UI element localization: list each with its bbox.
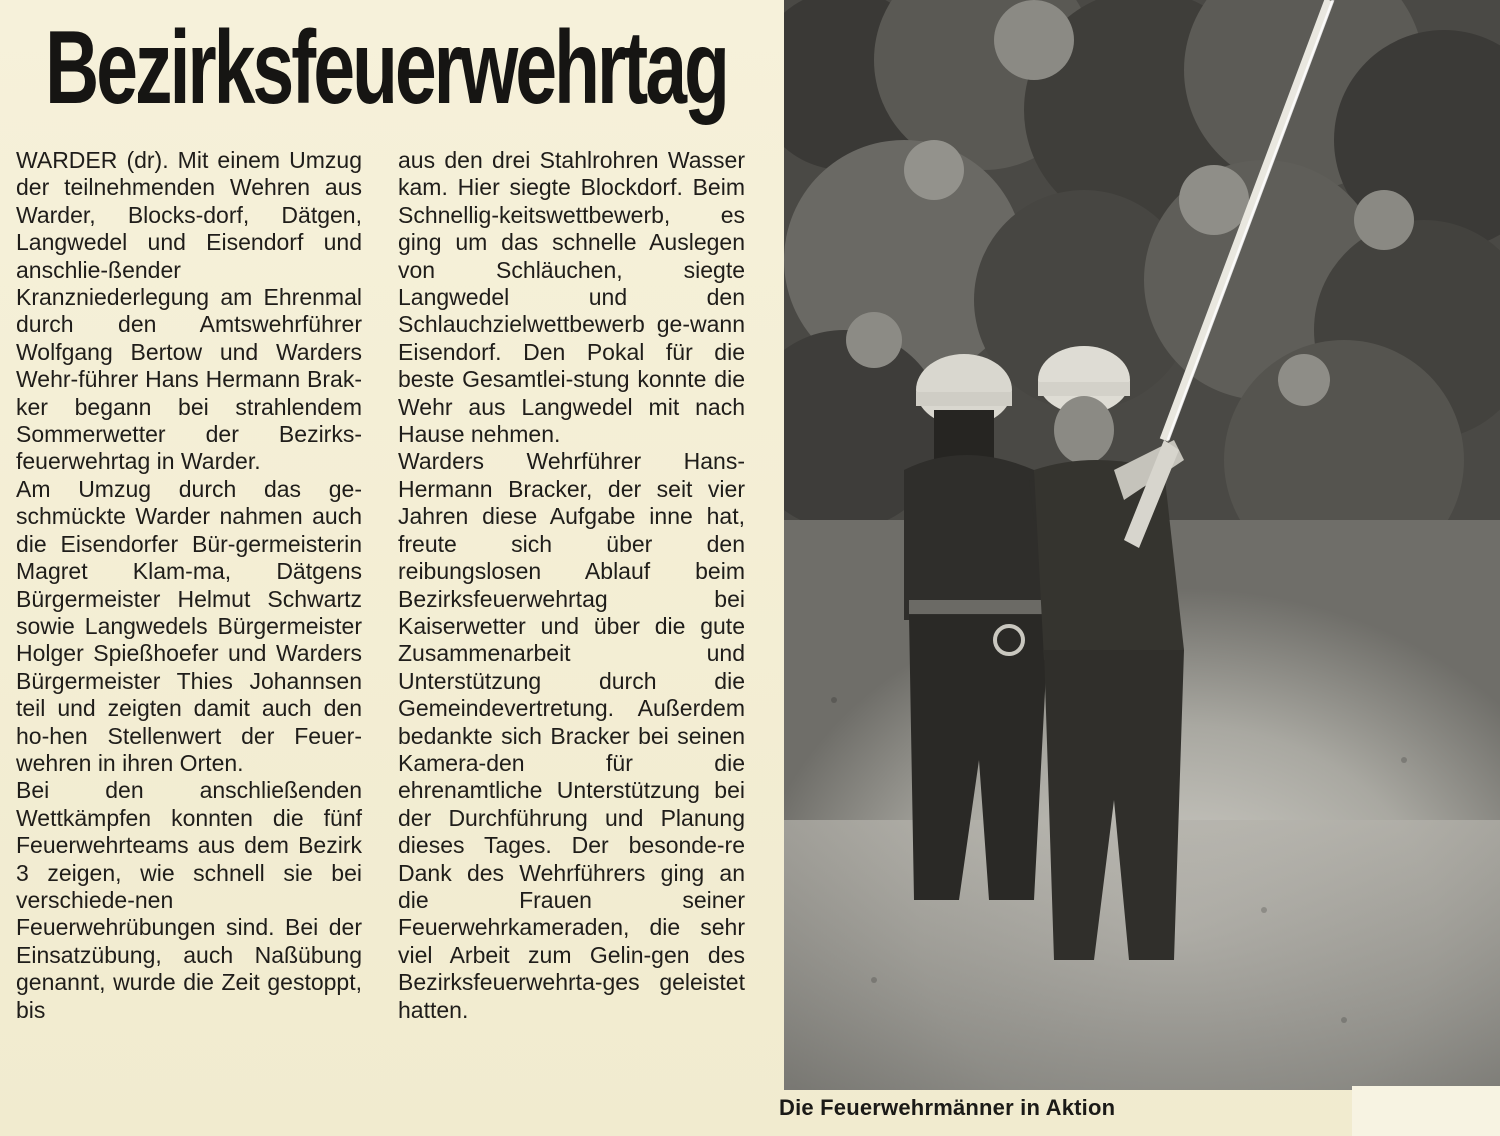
article-paragraph: aus den drei Stahlrohren Wasser kam. Hier siegte Blockdorf. Beim Schnellig-keitswettbewerb, es ging um das schnelle Auslegen von Schläuchen, siegte Langwedel und den Schlauchzielwettbewerb ge-wann Eisendorf. Den Pokal für die beste Gesamtlei-stung konnte die Wehr aus Langwedel mit nach Hause nehmen.	[398, 147, 745, 448]
firefighters-illustration	[784, 0, 1500, 1090]
article-paragraph: Warders Wehrführer Hans-Hermann Bracker, der seit vier Jahren diese Aufgabe inne hat, freute sich über den reibungslosen Ablauf beim Bezirksfeuerwehrtag bei Kaiserwetter und über die gute Zusammenarbeit und Unterstützung durch die Gemeindevertretung. Außerdem bedankte sich Bracker bei seinen Kamera-den für die ehrenamtliche Unterstützung bei der Durchführung und Planung dieses Tages. Der besonde-re Dank des Wehrführers ging an die Frauen seiner Feuerwehrkameraden, die sehr viel Arbeit zum Gelin-gen des Bezirksfeuerwehrta-ges geleistet hatten.	[398, 448, 745, 1023]
article-paragraph: Bei den anschließenden Wettkämpfen konnten die fünf Feuerwehrteams aus dem Bezirk 3 zeigen, wie schnell sie bei verschiede-nen Feuerwehrübungen sind. Bei der Einsatzübung, auch Naßübung genannt, wurde die Zeit gestoppt, bis	[16, 777, 362, 1023]
paper-edge	[1352, 1086, 1500, 1136]
firefighters-photo	[784, 0, 1500, 1090]
headline: Bezirksfeuerwehrtag	[45, 10, 727, 126]
article-paragraph: WARDER (dr). Mit einem Umzug der teilnehmenden Wehren aus Warder, Blocks-dorf, Dätgen, Langwedel und Eisendorf und anschlie-ßender Kranzniederlegung am Ehrenmal durch den Amtswehrführer Wolfgang Bertow und Warders Wehr-führer Hans Hermann Brak-ker begann bei strahlendem Sommerwetter der Bezirks-feuerwehrtag in Warder.	[16, 147, 362, 475]
article-column-middle	[398, 147, 745, 1024]
photo-caption: Die Feuerwehrmänner in Aktion	[779, 1095, 1116, 1120]
article-column-left	[16, 147, 362, 1024]
article-paragraph: Am Umzug durch das ge-schmückte Warder nahmen auch die Eisendorfer Bür-germeisterin Magret Klam-ma, Dätgens Bürgermeister Helmut Schwartz sowie Langwedels Bürgermeister Holger Spießhoefer und Warders Bürgermeister Thies Johannsen teil und zeigten damit auch den ho-hen Stellenwert der Feuer-wehren in ihren Orten.	[16, 475, 362, 776]
